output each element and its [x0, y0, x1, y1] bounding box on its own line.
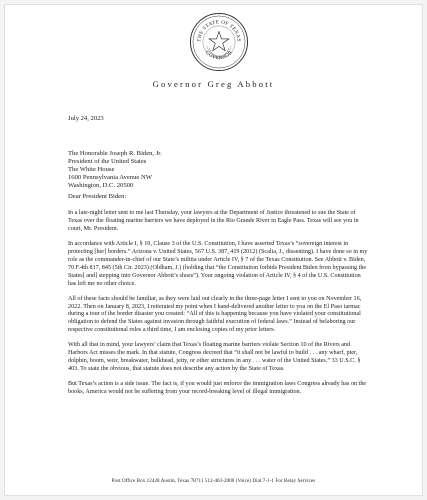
body-paragraph: In a late-night letter sent to me last Thursday, your lawyers at the Department of Justice threatened to sue the State of Texas over the floating marine barriers we have deployed in the Rio Grande River in Eagle Pass. Texas will see you in court, Mr. President.: [68, 210, 359, 232]
recipient-line: Washington, D.C. 20500: [68, 182, 134, 190]
body-paragraph: With all that in mind, your lawyers’ claim that Texas’s floating marine barriers violate Section 10 of the Rivers and Harbors Act misses the mark. In that statute, Congress decreed that “it shall not be lawful to build . . . any wharf, pier, dolphin, boom, weir, breakwater, bulkhead, jetty, or other structures in any . . . water of the United States.” 33 U.S.C. § 403. To state the obvious, that statute does not describe any action by the State of Texas.: [68, 342, 361, 373]
letterhead-footer: Post Office Box 12428 Austin, Texas 78711 512-463-2000 (Voice) Dial 7-1-1 For Relay Services: [111, 479, 316, 484]
letter-date: July 24, 2023: [68, 115, 104, 122]
body-paragraph: But Texas’s action is a side issue. The fact is, if you would just enforce the immigration laws Congress already has on the books, America would not be suffering from your record-breaking level of illegal immigration.: [68, 381, 367, 396]
body-paragraph: In accordance with Article I, § 10, Clause 3 of the U.S. Constitution, I have asserted Texas’s “sovereign interest in protecting [her] borders.” Arizona v. United States, 567 U.S. 387, 419 (2012) (Scalia, J., dissenting). I have done so in my role as the commander-in-chief of our State’s militia under Article IV, § 7 of the Texas Constitution. See Abbott v. Biden, 70 F.4th 817, 845 (5th Cir. 2023) (Oldham, J.) (holding that “the Constitution forbids President Biden from bypassing the States[ and] stepping into Governor Abbott’s shoes”). Your ongoing violation of Article IV, § 4 of the U.S. Constitution has left me no other choice.: [68, 240, 368, 287]
recipient-line: President of the United States: [68, 158, 147, 166]
svg-text:GOVERNOR: GOVERNOR: [203, 49, 235, 62]
recipient-line: The Honorable Joseph R. Biden, Jr.: [68, 150, 162, 157]
body-paragraph: All of these facts should be familiar, as they were laid out clearly in the three-page letter I sent to you on November 16, 2022. Then on January 8, 2023, I reiterated my point when I hand-delivered another letter to you on the El Paso tarmac during a tour of the border disaster you created: “All of this is happening because you have violated your constitutional obligation to defend the States against invasion through faithful execution of federal laws.” Instead of belaboring our respective constitutional roles a third time, I am enclosing copies of my prior letters.: [68, 295, 362, 334]
letterhead-name: Governor Greg Abbott: [152, 79, 275, 89]
svg-text:THE STATE OF TEXAS: THE STATE OF TEXAS: [196, 19, 242, 43]
recipient-address: [68, 150, 162, 190]
recipient-line: The White House: [68, 166, 115, 174]
texas-governor-seal: [188, 11, 250, 73]
letter-body: [68, 210, 368, 404]
letter-page: [4, 4, 423, 496]
recipient-line: 1600 Pennsylvania Avenue NW: [68, 174, 152, 182]
salutation: Dear President Biden:: [68, 193, 127, 200]
